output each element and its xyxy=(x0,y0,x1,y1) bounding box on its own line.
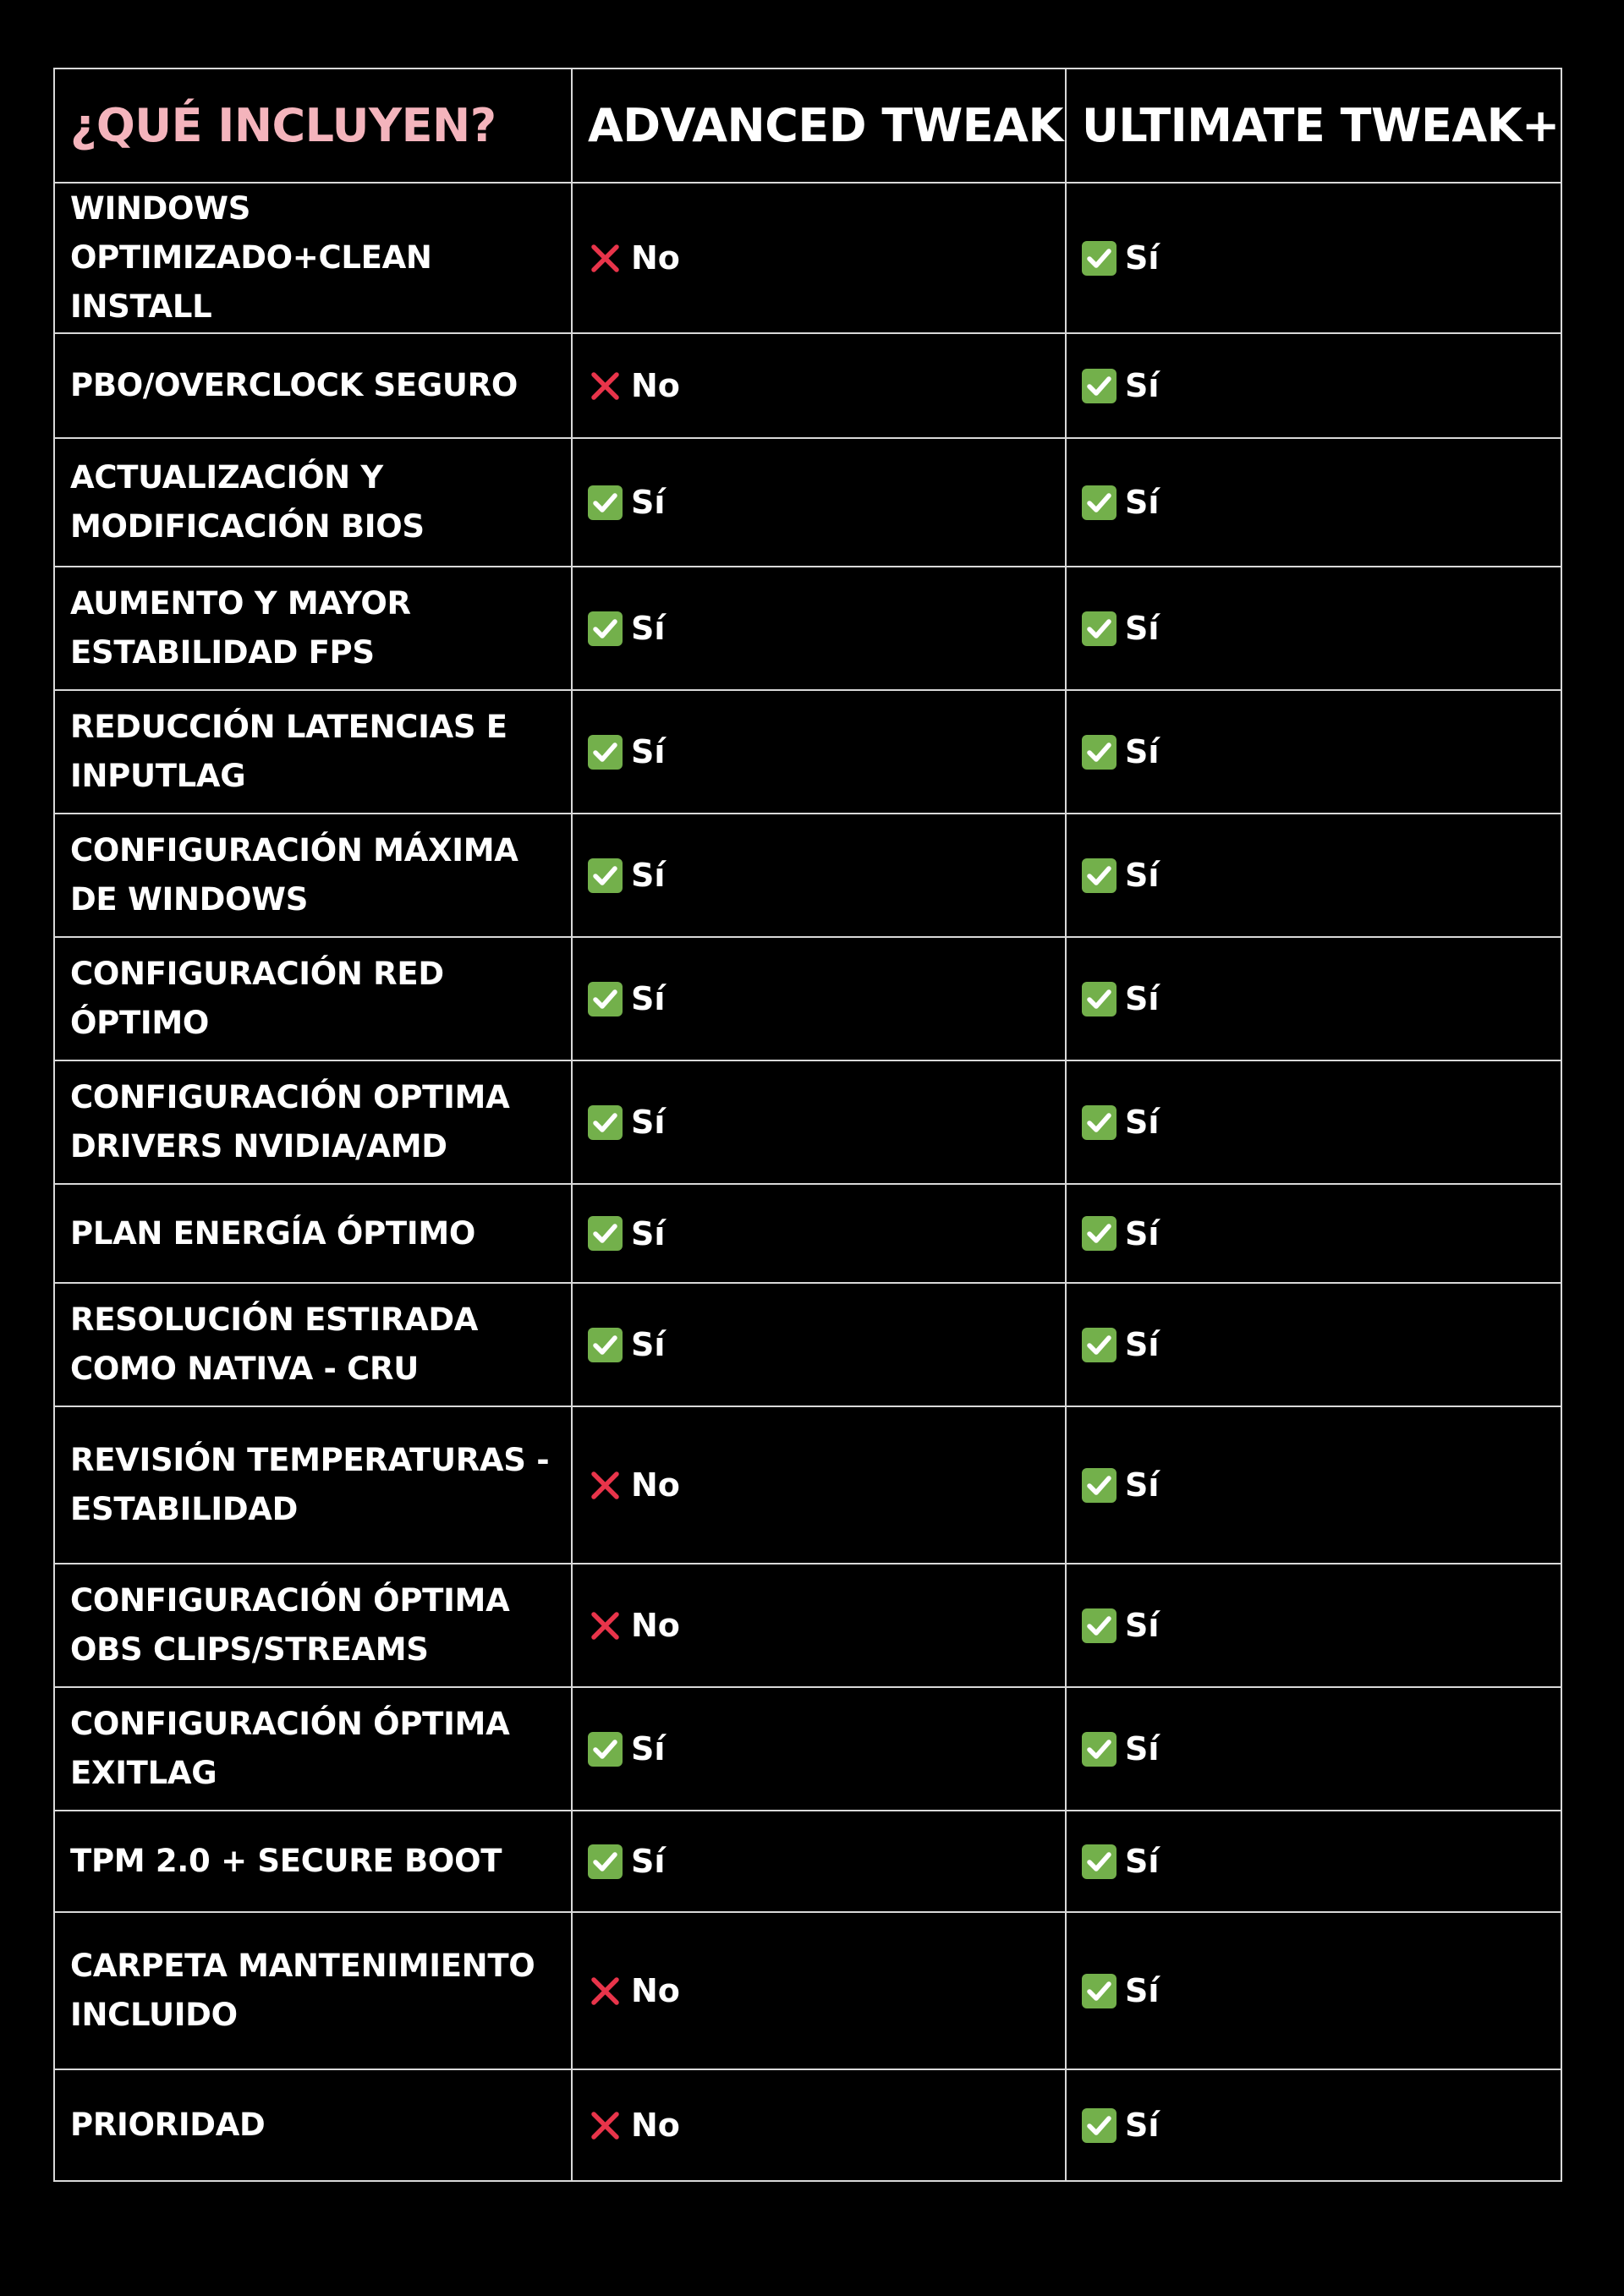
feature-label: TPM 2.0 + SECURE BOOT xyxy=(54,1811,572,1912)
ultimate-value-label: Sí xyxy=(1125,1214,1160,1252)
feature-label: CONFIGURACIÓN ÓPTIMA OBS CLIPS/STREAMS xyxy=(54,1564,572,1687)
ultimate-value-label: Sí xyxy=(1125,1104,1160,1141)
advanced-value-cell xyxy=(572,1184,1066,1283)
feature-label: PRIORIDAD xyxy=(54,2069,572,2181)
check-icon xyxy=(1082,1328,1116,1362)
feature-label: REVISIÓN TEMPERATURAS - ESTABILIDAD xyxy=(54,1406,572,1564)
feature-label: CONFIGURACIÓN RED ÓPTIMO xyxy=(54,937,572,1060)
feature-label: RESOLUCIÓN ESTIRADA COMO NATIVA - CRU xyxy=(54,1283,572,1406)
ultimate-value-cell xyxy=(1066,438,1561,567)
check-icon xyxy=(1082,1732,1116,1767)
check-icon xyxy=(1082,485,1116,520)
advanced-value-cell xyxy=(572,814,1066,937)
ultimate-value-cell xyxy=(1066,567,1561,690)
feature-label: PLAN ENERGÍA ÓPTIMO xyxy=(54,1184,572,1283)
ultimate-value-label: Sí xyxy=(1125,857,1160,894)
table-row xyxy=(54,2069,1561,2181)
table-row xyxy=(54,183,1561,333)
plan-ultimate-heading: ULTIMATE TWEAK+ xyxy=(1066,68,1561,183)
check-icon xyxy=(588,1328,623,1362)
ultimate-value-label: Sí xyxy=(1125,980,1160,1017)
check-icon xyxy=(1082,735,1116,770)
advanced-value-cell xyxy=(572,1687,1066,1811)
ultimate-value-cell xyxy=(1066,1060,1561,1184)
check-icon xyxy=(588,485,623,520)
ultimate-value-cell xyxy=(1066,1283,1561,1406)
advanced-value-label: Sí xyxy=(631,733,666,770)
ultimate-value-label: Sí xyxy=(1125,1730,1160,1767)
table-row xyxy=(54,1184,1561,1283)
ultimate-value-label: Sí xyxy=(1125,2107,1160,2144)
table-row xyxy=(54,1687,1561,1811)
table-row xyxy=(54,690,1561,814)
advanced-value-label: Sí xyxy=(631,1104,666,1141)
table-header-row xyxy=(54,68,1561,183)
check-icon xyxy=(1082,858,1116,893)
feature-label: ACTUALIZACIÓN Y MODIFICACIÓN BIOS xyxy=(54,438,572,567)
advanced-value-label: No xyxy=(631,2107,680,2144)
feature-label: AUMENTO Y MAYOR ESTABILIDAD FPS xyxy=(54,567,572,690)
check-icon xyxy=(1082,241,1116,276)
check-icon xyxy=(1082,2108,1116,2143)
check-icon xyxy=(588,982,623,1016)
advanced-value-label: Sí xyxy=(631,1843,666,1880)
ultimate-value-label: Sí xyxy=(1125,367,1160,404)
cross-icon xyxy=(588,1608,623,1643)
check-icon xyxy=(588,1844,623,1879)
table-row xyxy=(54,1912,1561,2069)
table-row xyxy=(54,937,1561,1060)
ultimate-value-label: Sí xyxy=(1125,484,1160,521)
advanced-value-label: Sí xyxy=(631,1730,666,1767)
check-icon xyxy=(1082,1216,1116,1251)
check-icon xyxy=(1082,1105,1116,1140)
ultimate-value-label: Sí xyxy=(1125,1466,1160,1504)
check-icon xyxy=(1082,369,1116,403)
cross-icon xyxy=(588,241,623,276)
feature-label: CONFIGURACIÓN MÁXIMA DE WINDOWS xyxy=(54,814,572,937)
advanced-value-cell xyxy=(572,1406,1066,1564)
advanced-value-label: Sí xyxy=(631,610,666,647)
ultimate-value-label: Sí xyxy=(1125,1972,1160,2009)
advanced-value-label: No xyxy=(631,1972,680,2009)
table-row xyxy=(54,333,1561,438)
ultimate-value-label: Sí xyxy=(1125,1607,1160,1644)
advanced-value-label: No xyxy=(631,367,680,404)
check-icon xyxy=(1082,611,1116,646)
ultimate-value-cell xyxy=(1066,1184,1561,1283)
check-icon xyxy=(588,611,623,646)
advanced-value-cell xyxy=(572,333,1066,438)
table-row xyxy=(54,1283,1561,1406)
ultimate-value-cell xyxy=(1066,2069,1561,2181)
cross-icon xyxy=(588,2108,623,2143)
check-icon xyxy=(588,1732,623,1767)
advanced-value-label: No xyxy=(631,1607,680,1644)
ultimate-value-cell xyxy=(1066,690,1561,814)
check-icon xyxy=(588,1105,623,1140)
advanced-value-cell xyxy=(572,438,1066,567)
feature-label: REDUCCIÓN LATENCIAS E INPUTLAG xyxy=(54,690,572,814)
check-icon xyxy=(1082,982,1116,1016)
advanced-value-label: Sí xyxy=(631,980,666,1017)
check-icon xyxy=(1082,1844,1116,1879)
ultimate-value-label: Sí xyxy=(1125,733,1160,770)
feature-label: PBO/OVERCLOCK SEGURO xyxy=(54,333,572,438)
feature-label: WINDOWS OPTIMIZADO+CLEAN INSTALL xyxy=(54,183,572,333)
feature-label: CARPETA MANTENIMIENTO INCLUIDO xyxy=(54,1912,572,2069)
ultimate-value-cell xyxy=(1066,183,1561,333)
feature-rows xyxy=(54,183,1561,2181)
ultimate-value-label: Sí xyxy=(1125,610,1160,647)
check-icon xyxy=(1082,1608,1116,1643)
advanced-value-cell xyxy=(572,1060,1066,1184)
cross-icon xyxy=(588,369,623,403)
ultimate-value-cell xyxy=(1066,1687,1561,1811)
ultimate-value-label: Sí xyxy=(1125,1843,1160,1880)
table-row xyxy=(54,1564,1561,1687)
table-row xyxy=(54,814,1561,937)
ultimate-value-cell xyxy=(1066,333,1561,438)
check-icon xyxy=(588,735,623,770)
ultimate-value-cell xyxy=(1066,814,1561,937)
advanced-value-label: Sí xyxy=(631,484,666,521)
advanced-value-label: No xyxy=(631,239,680,277)
cross-icon xyxy=(588,1974,623,2008)
advanced-value-label: Sí xyxy=(631,857,666,894)
advanced-value-label: No xyxy=(631,1466,680,1504)
advanced-value-cell xyxy=(572,1283,1066,1406)
table-title: ¿QUÉ INCLUYEN? xyxy=(54,68,572,183)
advanced-value-cell xyxy=(572,567,1066,690)
ultimate-value-cell xyxy=(1066,937,1561,1060)
table-row xyxy=(54,1811,1561,1912)
ultimate-value-label: Sí xyxy=(1125,239,1160,277)
ultimate-value-cell xyxy=(1066,1912,1561,2069)
check-icon xyxy=(1082,1468,1116,1503)
advanced-value-cell xyxy=(572,937,1066,1060)
table-row xyxy=(54,1406,1561,1564)
ultimate-value-cell xyxy=(1066,1564,1561,1687)
comparison-table xyxy=(53,68,1562,2182)
ultimate-value-cell xyxy=(1066,1406,1561,1564)
advanced-value-cell xyxy=(572,2069,1066,2181)
advanced-value-label: Sí xyxy=(631,1214,666,1252)
feature-label: CONFIGURACIÓN ÓPTIMA EXITLAG xyxy=(54,1687,572,1811)
check-icon xyxy=(588,1216,623,1251)
advanced-value-cell xyxy=(572,690,1066,814)
table-row xyxy=(54,567,1561,690)
check-icon xyxy=(1082,1974,1116,2008)
ultimate-value-label: Sí xyxy=(1125,1326,1160,1363)
table-row xyxy=(54,438,1561,567)
feature-label: CONFIGURACIÓN OPTIMA DRIVERS NVIDIA/AMD xyxy=(54,1060,572,1184)
advanced-value-cell xyxy=(572,1912,1066,2069)
cross-icon xyxy=(588,1468,623,1503)
advanced-value-cell xyxy=(572,1811,1066,1912)
advanced-value-cell xyxy=(572,1564,1066,1687)
plan-advanced-heading: ADVANCED TWEAK xyxy=(572,68,1066,183)
ultimate-value-cell xyxy=(1066,1811,1561,1912)
advanced-value-label: Sí xyxy=(631,1326,666,1363)
check-icon xyxy=(588,858,623,893)
table-row xyxy=(54,1060,1561,1184)
advanced-value-cell xyxy=(572,183,1066,333)
